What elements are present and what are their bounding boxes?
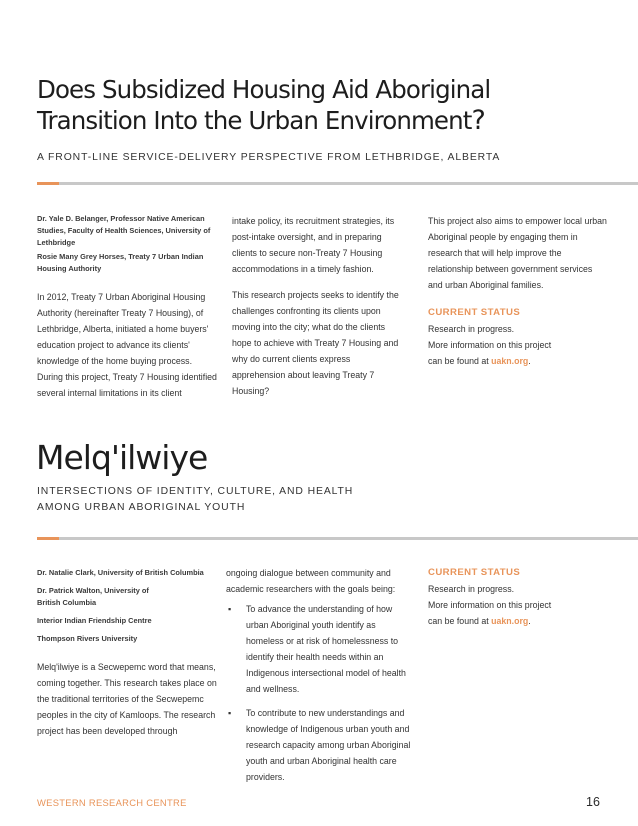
section1-status-line-2: More information on this project: [428, 340, 552, 350]
section1-status-line-3: [428, 353, 608, 369]
section2-subtitle-line-2: AMONG URBAN ABORIGINAL YOUTH: [37, 502, 246, 513]
section2-goals-list: [226, 601, 414, 785]
section1-author-1: Dr. Yale D. Belanger, Professor Native American Studies, Faculty of Health Sciences, University of Lethbridge: [37, 214, 211, 247]
section1-column-3: [428, 213, 608, 369]
section2-column-1: [37, 567, 217, 739]
section2-author-3: Interior Indian Friendship Centre: [37, 616, 152, 625]
section1-divider: [37, 182, 638, 185]
section2-goal-1: ▪ To advance the understanding of how urban Aboriginal youth identify as homeless or at risk of homelessness to identify their health needs within an Indigenous intersectional model of health and wellness.: [226, 601, 414, 697]
section1-title: [37, 74, 597, 136]
section2-status-suffix: .: [528, 616, 531, 626]
section2-title: Melq'ilwiye: [36, 438, 208, 477]
page-number: 16: [586, 795, 600, 809]
section1-status-suffix: .: [528, 356, 531, 366]
section1-column-2: [232, 213, 404, 399]
section1-column-1: [37, 213, 217, 401]
section2-author-2: Dr. Patrick Walton, University of British Columbia: [37, 586, 149, 607]
section2-subtitle: [37, 484, 353, 516]
section1-subtitle: A FRONT-LINE SERVICE-DELIVERY PERSPECTIVE FROM LETHBRIDGE, ALBERTA: [37, 152, 501, 163]
section2-column-3: [428, 565, 608, 629]
section1-col2-paragraph-1: intake policy, its recruitment strategies, its post-intake oversight, and in preparing clients to secure non-Treaty 7 Housing accommodations in a timely fashion.: [232, 216, 395, 274]
section1-status-line-1: Research in progress.: [428, 324, 515, 334]
section1-divider-accent: [37, 182, 59, 185]
section1-title-line1: Does Subsidized Housing Aid Aboriginal: [37, 75, 491, 104]
section1-status-heading: CURRENT STATUS: [428, 307, 521, 318]
section2-status-prefix: can be found at: [428, 616, 492, 626]
section1-col2-paragraph-2: This research projects seeks to identify the challenges confronting its clients upon moving into the city; what do the clients hope to achieve with Treaty 7 Housing and why do current clients express apprehension about leaving Treaty 7 Housing?: [232, 290, 399, 396]
section2-status-line-3: [428, 613, 608, 629]
section1-col1-paragraph: In 2012, Treaty 7 Urban Aboriginal Housing Authority (hereinafter Treaty 7 Housing), of Lethbridge, Alberta, initiated a home buyers' education project to advance its clients' knowledge of the home buying process. During this project, Treaty 7 Housing identified several internal limitations in its client: [37, 292, 217, 398]
section2-divider-accent: [37, 537, 59, 540]
section2-subtitle-line-1: INTERSECTIONS OF IDENTITY, CULTURE, AND HEALTH: [37, 486, 354, 497]
section1-title-line2: Transition Into the Urban Environment: [37, 106, 472, 135]
section1-author-2: Rosie Many Grey Horses, Treaty 7 Urban Indian Housing Authority: [37, 252, 204, 273]
section1-authors: [37, 213, 217, 275]
section2-column-2: [226, 565, 414, 793]
section2-uakn-link[interactable]: uakn.org: [491, 616, 529, 626]
section1-uakn-link[interactable]: uakn.org: [491, 356, 529, 366]
section2-author-1: Dr. Natalie Clark, University of British Columbia: [37, 568, 204, 577]
section1-col3-paragraph: This project also aims to empower local urban Aboriginal people by engaging them in research that will help improve the relationship between government services and urban Aboriginal families.: [428, 216, 607, 290]
section1-title-question-mark: ?: [471, 105, 485, 136]
section2-authors: [37, 567, 217, 645]
section2-divider: [37, 537, 638, 540]
section2-status-line-1: Research in progress.: [428, 584, 515, 594]
section2-author-4: Thompson Rivers University: [37, 634, 138, 643]
section2-status-heading: CURRENT STATUS: [428, 567, 521, 578]
section2-goal-2: ▪ To contribute to new understandings and knowledge of Indigenous urban youth and research capacity among urban Aboriginal youth and urban Aboriginal health care providers.: [226, 705, 414, 785]
section1-status-prefix: can be found at: [428, 356, 492, 366]
section2-col2-intro: ongoing dialogue between community and academic researchers with the goals being:: [226, 568, 396, 594]
section2-col1-paragraph: Melq'ilwiye is a Secwepemc word that means, coming together. This research takes place on the traditional territories of the Secwepemc peoples in the city of Kamloops. The research project has been developed through: [37, 662, 217, 736]
footer-organization: WESTERN RESEARCH CENTRE: [37, 797, 187, 808]
section2-status-line-2: More information on this project: [428, 600, 552, 610]
